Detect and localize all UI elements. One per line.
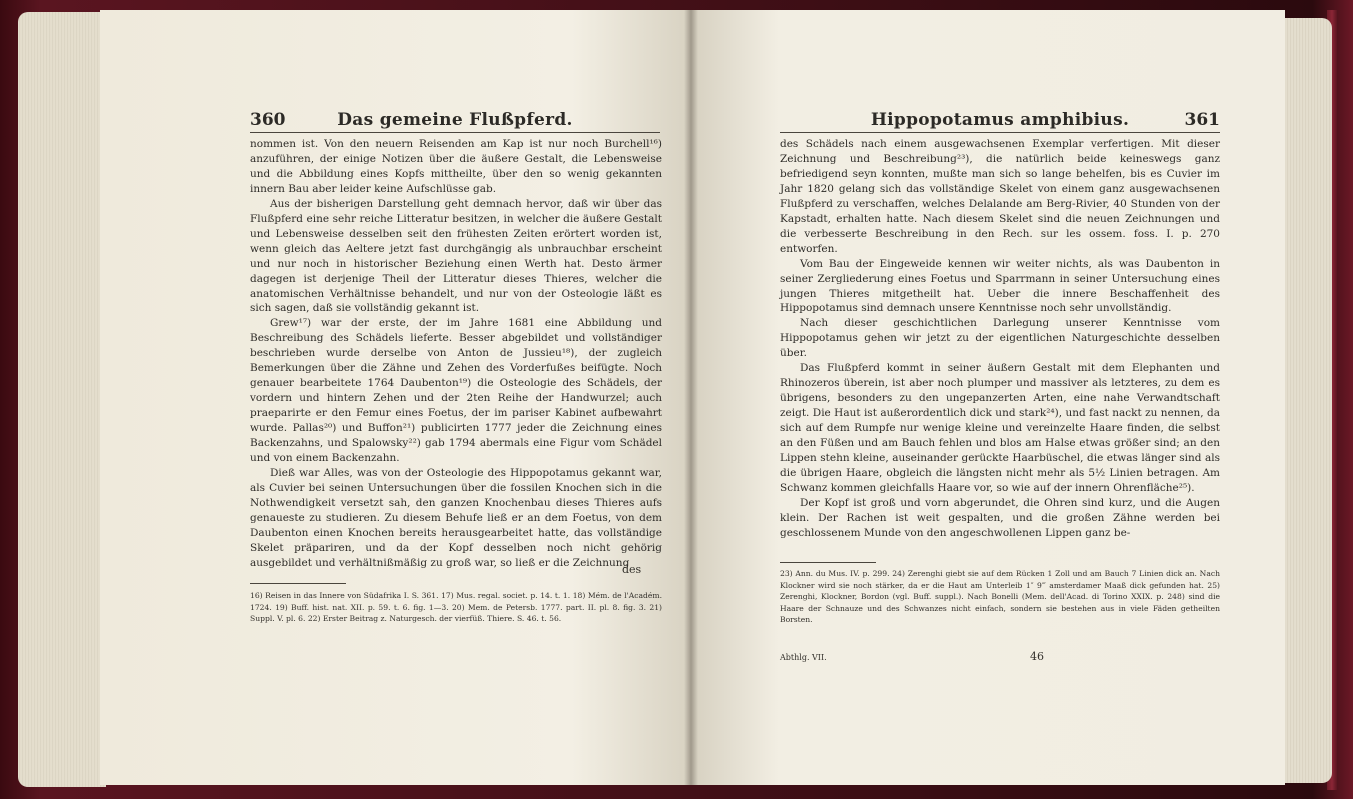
paragraph: nommen ist. Von den neuern Reisenden am Kap ist nur noch Burchell¹⁶) anzuführen, der einige Notizen über die äußere Gestalt, die Lebensweise und die Abbildung eines Kopfs mittheilte, über den so wenig gekannten innern Bau aber leider keine Aufschlüsse gab. (250, 138, 662, 195)
paragraph: Vom Bau der Eingeweide kennen wir weiter nichts, als was Daubenton in seiner Zergliederung eines Foetus und Sparrmann in seiner Untersuchung eines jungen Thieres mitgetheilt hat. Ueber die innere Beschaffenheit des Hippopotamus sind demnach unsere Kenntnisse noch sehr unvollständig. (780, 257, 1220, 315)
paragraph: Dieß war Alles, was von der Osteologie des Hippopotamus gekannt war, als Cuvier bei seinen Untersuchungen über die fossilen Knochen sich in die Nothwendigkeit versetzt sah, den ganzen Knochenbau dieses Thieres aufs genaueste zu studieren. Zu diesem Behufe ließ er an dem Foetus, von dem Daubenton einen Knochen bereits herausgearbeitet hatte, das vollständige Skelet präpariren, und da der Kopf desselben noch nicht gehörig ausgebildet und verhältnißmäßig zu groß war, so ließ er die Zeichnung (250, 466, 662, 569)
header-rule-right (780, 132, 1220, 133)
footnote-block: 23) Ann. du Mus. IV. p. 299. 24) Zerenghi giebt sie auf dem Rücken 1 Zoll und am Bauch 7 Linien dick an. Nach Klockner wird sie noch stärker, da er die Haut am Unterleib 1″ 9‴ amsterdamer Maaß dick gefunden hat. 25) Zerenghi, Klockner, Bordon (vgl. Buff. suppl.). Nach Bonelli (Mem. dell'Acad. di Torino XXIX. p. 248) sind die Haare der Schnauze und des Schwanzes nicht einfach, sondern sie bestehen aus in viele Fäden getheilten Borsten. (780, 569, 1220, 625)
page-stack-right (1280, 18, 1332, 783)
running-title-right: Hippopotamus amphibius. (870, 110, 1130, 130)
page-stack-left (18, 12, 106, 787)
footnotes-right (780, 568, 1220, 626)
header-rule-left (250, 132, 660, 133)
body-text-right (780, 137, 1220, 541)
footnote-block: 16) Reisen in das Innere von Südafrika I. S. 361. 17) Mus. regal. societ. p. 14. t. 1. 18) Mém. de l'Académ. 1724. 19) Buff. hist. nat. XII. p. 59. t. 6. fig. 1—3. 20) Mem. de Petersb. 1777. part. II. pl. 8. fig. 3. 21) Suppl. V. pl. 6. 22) Erster Beitrag z. Naturgesch. der vierfüß. Thiere. S. 46. t. 56. (250, 591, 662, 624)
sheet-number: 46 (1030, 650, 1044, 663)
paragraph: Nach dieser geschichtlichen Darlegung unserer Kenntnisse vom Hippopotamus gehen wir jetzt zu der eigentlichen Naturgeschichte desselben über. (780, 317, 1220, 360)
right-page (690, 10, 1285, 785)
catchword: des (622, 563, 642, 576)
left-page (100, 10, 690, 785)
footnote-rule-left (250, 583, 346, 584)
signature-mark: Abthlg. VII. (780, 653, 827, 662)
page-number-right: 361 (1184, 110, 1220, 130)
paragraph: Das Flußpferd kommt in seiner äußern Gestalt mit dem Elephanten und Rhinozeros überein, ist aber noch plumper und massiver als letzteres, zu dem es übrigens, besonders zu den ungepanzerten Arten, eine nahe Verwandtschaft zeigt. Die Haut ist außerordentlich dick und stark²⁴), und fast nackt zu nennen, da sich auf dem Rumpfe nur wenige kleine und vereinzelte Haare finden, die selbst an den Füßen und am Bauch fehlen und blos am Halse etwas größer sind; an den Lippen stehn kleine, auseinander gerückte Haarbüschel, die etwas länger sind als die übrigen Haare, obgleich die längsten nicht mehr als 5½ Linien betragen. Am Schwanz kommen gleichfalls Haare vor, so wie auf der innern Ohrenfläche²⁵). (780, 362, 1220, 494)
paragraph: des Schädels nach einem ausgewachsenen Exemplar verfertigen. Mit dieser Zeichnung und Beschreibung²³), die natürlich beide keineswegs ganz befriedigend seyn konnten, mußte man sich so lange behelfen, bis es Cuvier im Jahr 1820 gelang sich das vollständige Skelet von einem ganz ausgewachsenen Flußpferd zu verschaffen, welches Delalande am Berg-Rivier, 40 Stunden von der Kapstadt, erhalten hatte. Nach diesem Skelet sind die neuen Zeichnungen und die verbesserte Beschreibung in den Rech. sur les ossem. foss. I. p. 270 entworfen. (780, 138, 1220, 255)
paragraph: Aus der bisherigen Darstellung geht demnach hervor, daß wir über das Flußpferd eine sehr reiche Litteratur besitzen, in welcher die äußere Gestalt und Lebensweise desselben seit den frühesten Zeiten erörtert worden ist, wenn gleich das Aeltere jetzt fast durchgängig als unbrauchbar erscheint und nur noch in historischer Beziehung einen Werth hat. Desto ärmer dagegen ist derjenige Theil der Litteratur dieses Thieres, welcher die anatomischen Verhältnisse behandelt, und nur von der Osteologie läßt es sich sagen, daß sie vollständig gekannt ist. (250, 197, 662, 315)
footnotes-left (250, 590, 662, 625)
body-text-left (250, 137, 662, 571)
page-number-left: 360 (250, 110, 286, 130)
paragraph: Grew¹⁷) war der erste, der im Jahre 1681 eine Abbildung und Beschreibung des Schädels lieferte. Besser abgebildet und vollständiger beschrieben wurde derselbe von Anton de Jussieu¹⁸), der zugleich Bemerkungen über die Zähne und Zehen des Vorderfußes beifügte. Noch genauer bearbeitete 1764 Daubenton¹⁹) die Osteologie des Schädels, der vordern und hintern Zehen und der 2ten Reihe der Handwurzel; auch praeparirte er den Femur eines Foetus, der im pariser Kabinet aufbewahrt wurde. Pallas²⁰) und Buffon²¹) publicirten 1777 jeder die Zeichnung eines Backenzahns, und Spalowsky²²) gab 1794 abermals eine Figur vom Schädel und von einem Backenzahn. (250, 317, 662, 465)
book-gutter (684, 10, 698, 785)
footnote-rule-right (780, 562, 876, 563)
paragraph: Der Kopf ist groß und vorn abgerundet, die Ohren sind kurz, und die Augen klein. Der Rachen ist weit gespalten, und die großen Zähne werden bei geschlossenem Munde von den angeschwollenen Lippen ganz be- (780, 496, 1220, 539)
running-title-left: Das gemeine Flußpferd. (337, 110, 573, 130)
